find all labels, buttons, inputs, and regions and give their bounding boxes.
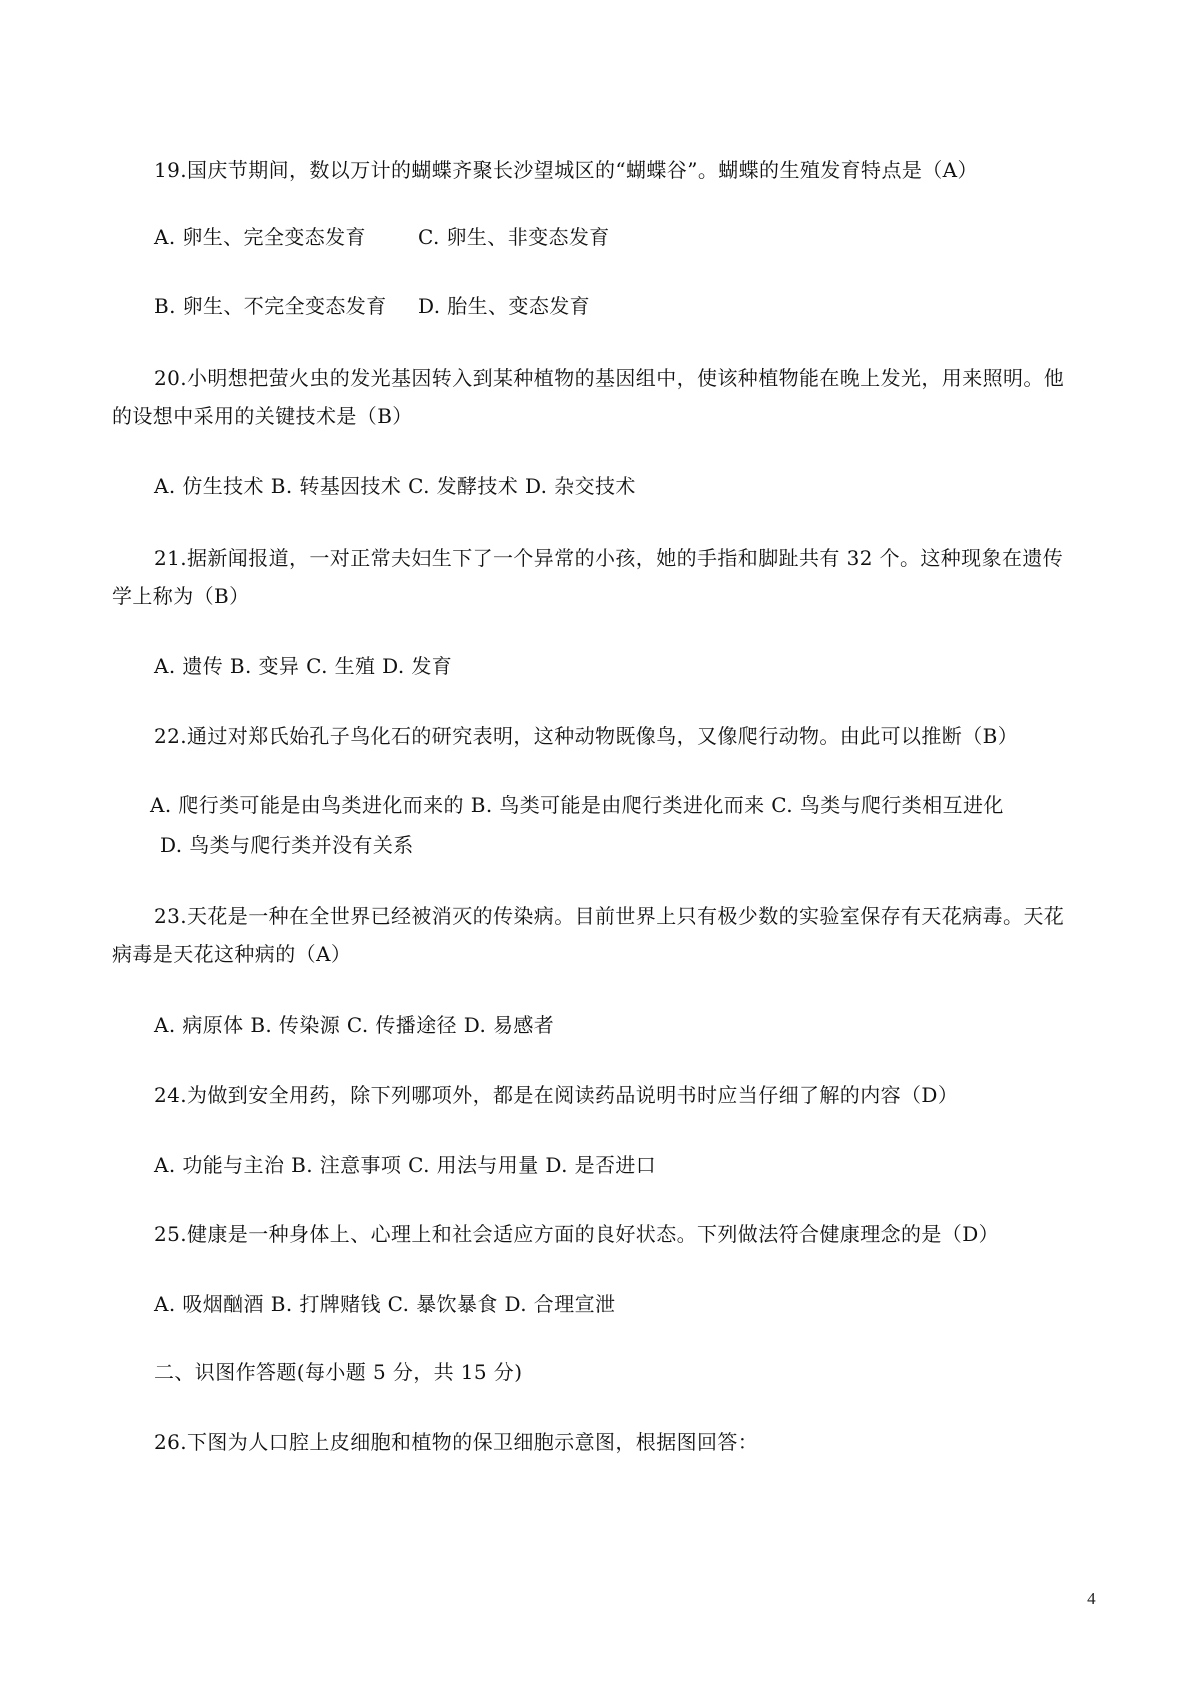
q21-options: A. 遗传 B. 变异 C. 生殖 D. 发育 [154, 654, 453, 678]
q19-option-a: A. 卵生、完全变态发育 [154, 225, 366, 249]
q24-options: A. 功能与主治 B. 注意事项 C. 用法与用量 D. 是否进口 [154, 1153, 657, 1177]
q19-option-d: D. 胎生、变态发育 [418, 294, 591, 318]
section-heading: 二、识图作答题(每小题 5 分，共 15 分) [154, 1360, 523, 1384]
q19-stem: 19.国庆节期间，数以万计的蝴蝶齐聚长沙望城区的“蝴蝶谷”。蝴蝶的生殖发育特点是（A） [154, 158, 978, 182]
q23-stem-line2: 病毒是天花这种病的（A） [112, 942, 352, 966]
q21-stem-line1: 21.据新闻报道，一对正常夫妇生下了一个异常的小孩，她的手指和脚趾共有 32 个。这种现象在遗传 [154, 546, 1064, 570]
q25-options: A. 吸烟酗酒 B. 打牌赌钱 C. 暴饮暴食 D. 合理宣泄 [154, 1292, 616, 1316]
q20-stem-line2: 的设想中采用的关键技术是（B） [112, 404, 413, 428]
q23-stem-line1: 23.天花是一种在全世界已经被消灭的传染病。目前世界上只有极少数的实验室保存有天花病毒。天花 [154, 904, 1065, 928]
page-number: 4 [1087, 1589, 1096, 1608]
q19-option-c: C. 卵生、非变态发育 [418, 225, 610, 249]
q20-stem-line1: 20.小明想把萤火虫的发光基因转入到某种植物的基因组中，使该种植物能在晚上发光，用来照明。他 [154, 366, 1065, 390]
q22-stem: 22.通过对郑氏始孔子鸟化石的研究表明，这种动物既像鸟，又像爬行动物。由此可以推断（B） [154, 724, 1019, 748]
q21-stem-line2: 学上称为（B） [112, 584, 250, 608]
q22-options-line2: D. 鸟类与爬行类并没有关系 [160, 833, 414, 857]
q19-option-b: B. 卵生、不完全变态发育 [154, 294, 387, 318]
q24-stem: 24.为做到安全用药，除下列哪项外，都是在阅读药品说明书时应当仔细了解的内容（D） [154, 1083, 959, 1107]
q25-stem: 25.健康是一种身体上、心理上和社会适应方面的良好状态。下列做法符合健康理念的是（D） [154, 1222, 1000, 1246]
q26-stem: 26.下图为人口腔上皮细胞和植物的保卫细胞示意图，根据图回答： [154, 1430, 759, 1454]
q23-options: A. 病原体 B. 传染源 C. 传播途径 D. 易感者 [154, 1013, 555, 1037]
q20-options: A. 仿生技术 B. 转基因技术 C. 发酵技术 D. 杂交技术 [154, 474, 636, 498]
q22-options-line1: A. 爬行类可能是由鸟类进化而来的 B. 鸟类可能是由爬行类进化而来 C. 鸟类与爬行类相互进化 [150, 793, 1004, 817]
